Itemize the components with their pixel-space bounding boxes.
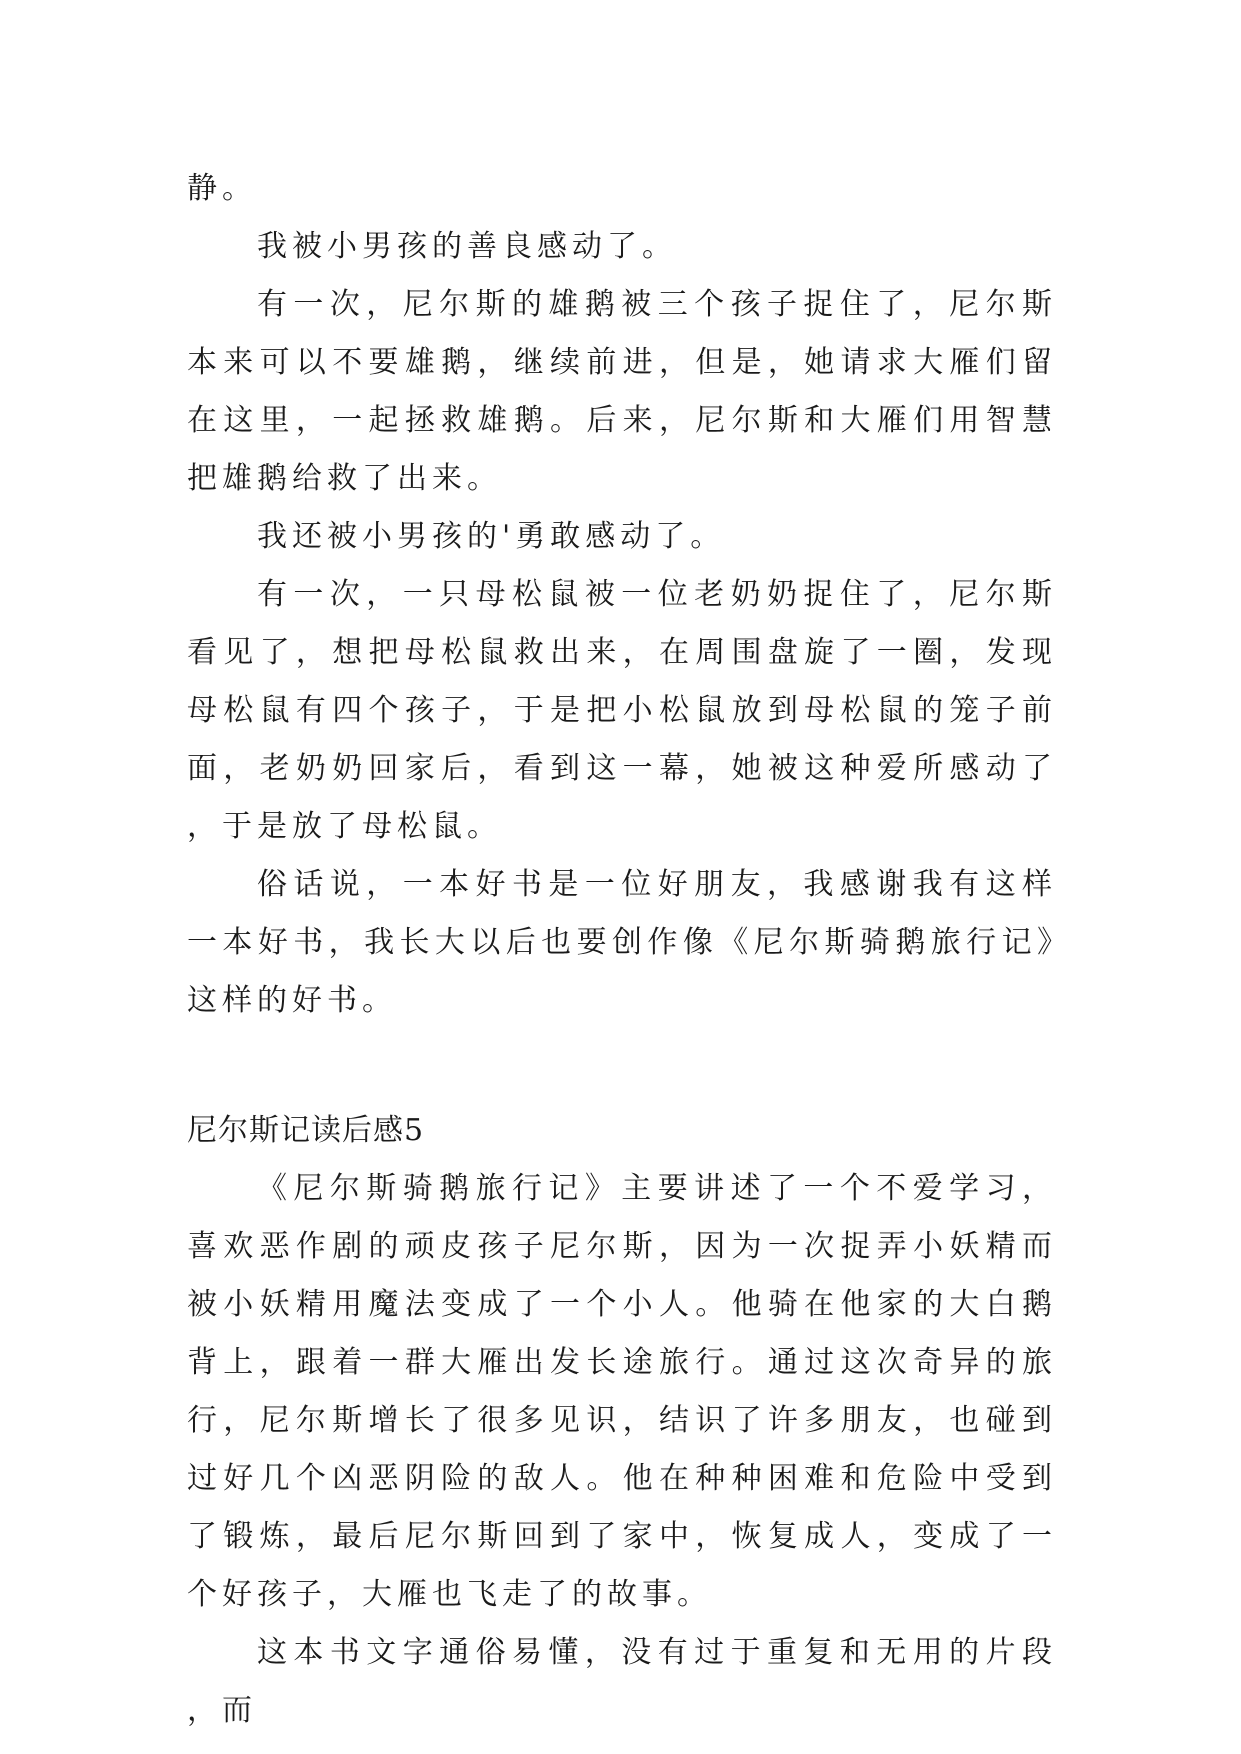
paragraph-continuation: 静。	[187, 171, 257, 206]
paragraph: 我被小男孩的善良感动了。	[257, 229, 677, 264]
paragraph: 有一次，一只母松鼠被一位老奶奶捉住了，尼尔斯看见了，想把母松鼠救出来，在周围盘旋了一圈，发现母松鼠有四个孩子，于是把小松鼠放到母松鼠的笼子前面，老奶奶回家后，看到这一幕，她被这种爱所感动了，于是放了母松鼠。	[187, 577, 1057, 844]
paragraph: 这本书文字通俗易懂，没有过于重复和无用的片段，而	[187, 1635, 1057, 1728]
paragraph: 俗话说，一本好书是一位好朋友，我感谢我有这样一本好书，我长大以后也要创作像《尼尔斯骑鹅旅行记》这样的好书。	[187, 867, 1057, 1018]
section-heading: 尼尔斯记读后感5	[187, 1113, 425, 1148]
paragraph: 有一次，尼尔斯的雄鹅被三个孩子捉住了，尼尔斯本来可以不要雄鹅，继续前进，但是，她请求大雁们留在这里，一起拯救雄鹅。后来，尼尔斯和大雁们用智慧把雄鹅给救了出来。	[187, 287, 1057, 496]
paragraph: 我还被小男孩的'勇敢感动了。	[257, 519, 726, 554]
document-body	[187, 160, 1057, 1740]
paragraph: 《尼尔斯骑鹅旅行记》主要讲述了一个不爱学习，喜欢恶作剧的顽皮孩子尼尔斯，因为一次捉弄小妖精而被小妖精用魔法变成了一个小人。他骑在他家的大白鹅背上，跟着一群大雁出发长途旅行。通过这次奇异的旅行，尼尔斯增长了很多见识，结识了许多朋友，也碰到过好几个凶恶阴险的敌人。他在种种困难和危险中受到了锻炼，最后尼尔斯回到了家中，恢复成人，变成了一个好孩子，大雁也飞走了的故事。	[187, 1171, 1057, 1612]
